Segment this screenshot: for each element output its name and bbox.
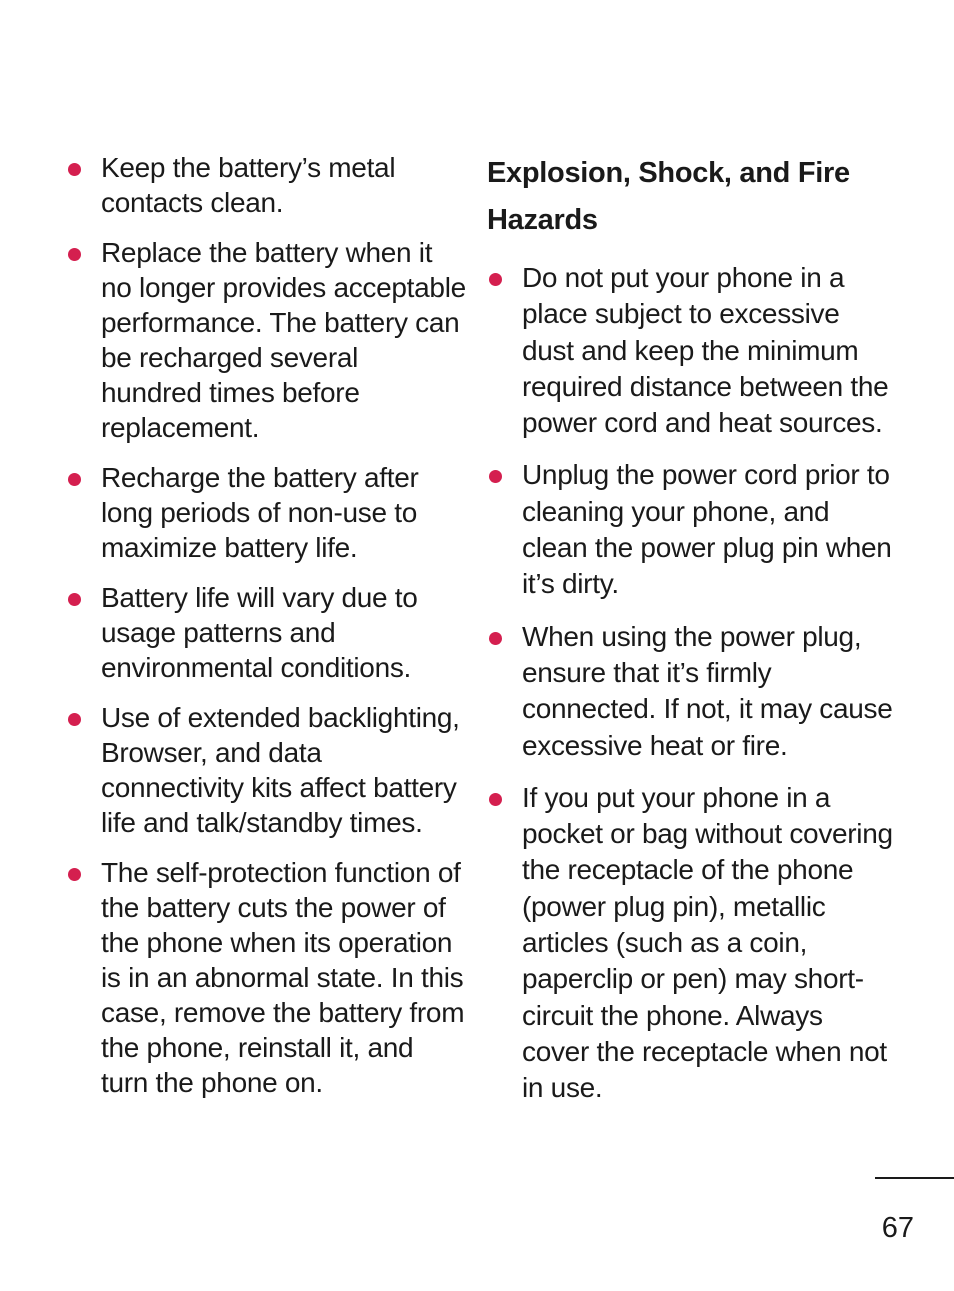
section-heading-line-2: Hazards	[487, 204, 598, 236]
list-item-text: The self-protection function of the battery cuts the power of the phone when its operation is in an abnormal state. In this case, remove the battery from the phone, reinstall it, and turn the phone on.	[101, 857, 465, 1098]
list-item-text: If you put your phone in a pocket or bag without covering the receptacle of the phone (power plug pin), metallic articles (such as a coin, paperclip or pen) may short-circuit the phone. Always cover the receptacle when not in use.	[522, 781, 893, 1104]
list-item	[66, 580, 466, 685]
list-item	[66, 235, 466, 445]
list-item-text: Do not put your phone in a place subject to excessive dust and keep the minimum required distance between the power cord and heat sources.	[522, 262, 889, 439]
bullet-dot-icon	[489, 793, 502, 806]
list-item-text: When using the power plug, ensure that it’s firmly connected. If not, it may cause excessive heat or fire.	[522, 620, 893, 761]
list-item	[66, 460, 466, 565]
list-item	[487, 780, 897, 1107]
list-item	[66, 150, 466, 220]
list-item	[66, 700, 466, 840]
list-item	[487, 260, 897, 441]
bullet-dot-icon	[489, 273, 502, 286]
list-item	[487, 457, 897, 602]
bullet-dot-icon	[489, 632, 502, 645]
bullet-dot-icon	[68, 868, 81, 881]
list-item	[66, 855, 466, 1100]
bullet-dot-icon	[68, 163, 81, 176]
list-item-text: Use of extended backlighting, Browser, and data connectivity kits affect battery life and talk/standby times.	[101, 702, 460, 838]
bullet-dot-icon	[489, 470, 502, 483]
page-number: 67	[881, 1212, 914, 1244]
left-column	[66, 150, 466, 1115]
footer-rule	[875, 1177, 954, 1179]
section-heading	[487, 150, 897, 244]
section-heading-line-1: Explosion, Shock, and Fire	[487, 157, 850, 189]
list-item-text: Battery life will vary due to usage patterns and environmental conditions.	[101, 582, 418, 683]
list-item-text: Keep the battery’s metal contacts clean.	[101, 152, 396, 218]
list-item-text: Replace the battery when it no longer provides acceptable performance. The battery can be recharged several hundred times before replacement.	[101, 237, 466, 443]
bullet-dot-icon	[68, 713, 81, 726]
right-column	[487, 150, 897, 1123]
battery-care-list	[66, 150, 466, 1100]
list-item	[487, 619, 897, 764]
bullet-dot-icon	[68, 248, 81, 261]
bullet-dot-icon	[68, 593, 81, 606]
bullet-dot-icon	[68, 473, 81, 486]
hazards-list	[487, 260, 897, 1107]
list-item-text: Recharge the battery after long periods of non-use to maximize battery life.	[101, 462, 419, 563]
list-item-text: Unplug the power cord prior to cleaning your phone, and clean the power plug pin when it’s dirty.	[522, 459, 892, 600]
